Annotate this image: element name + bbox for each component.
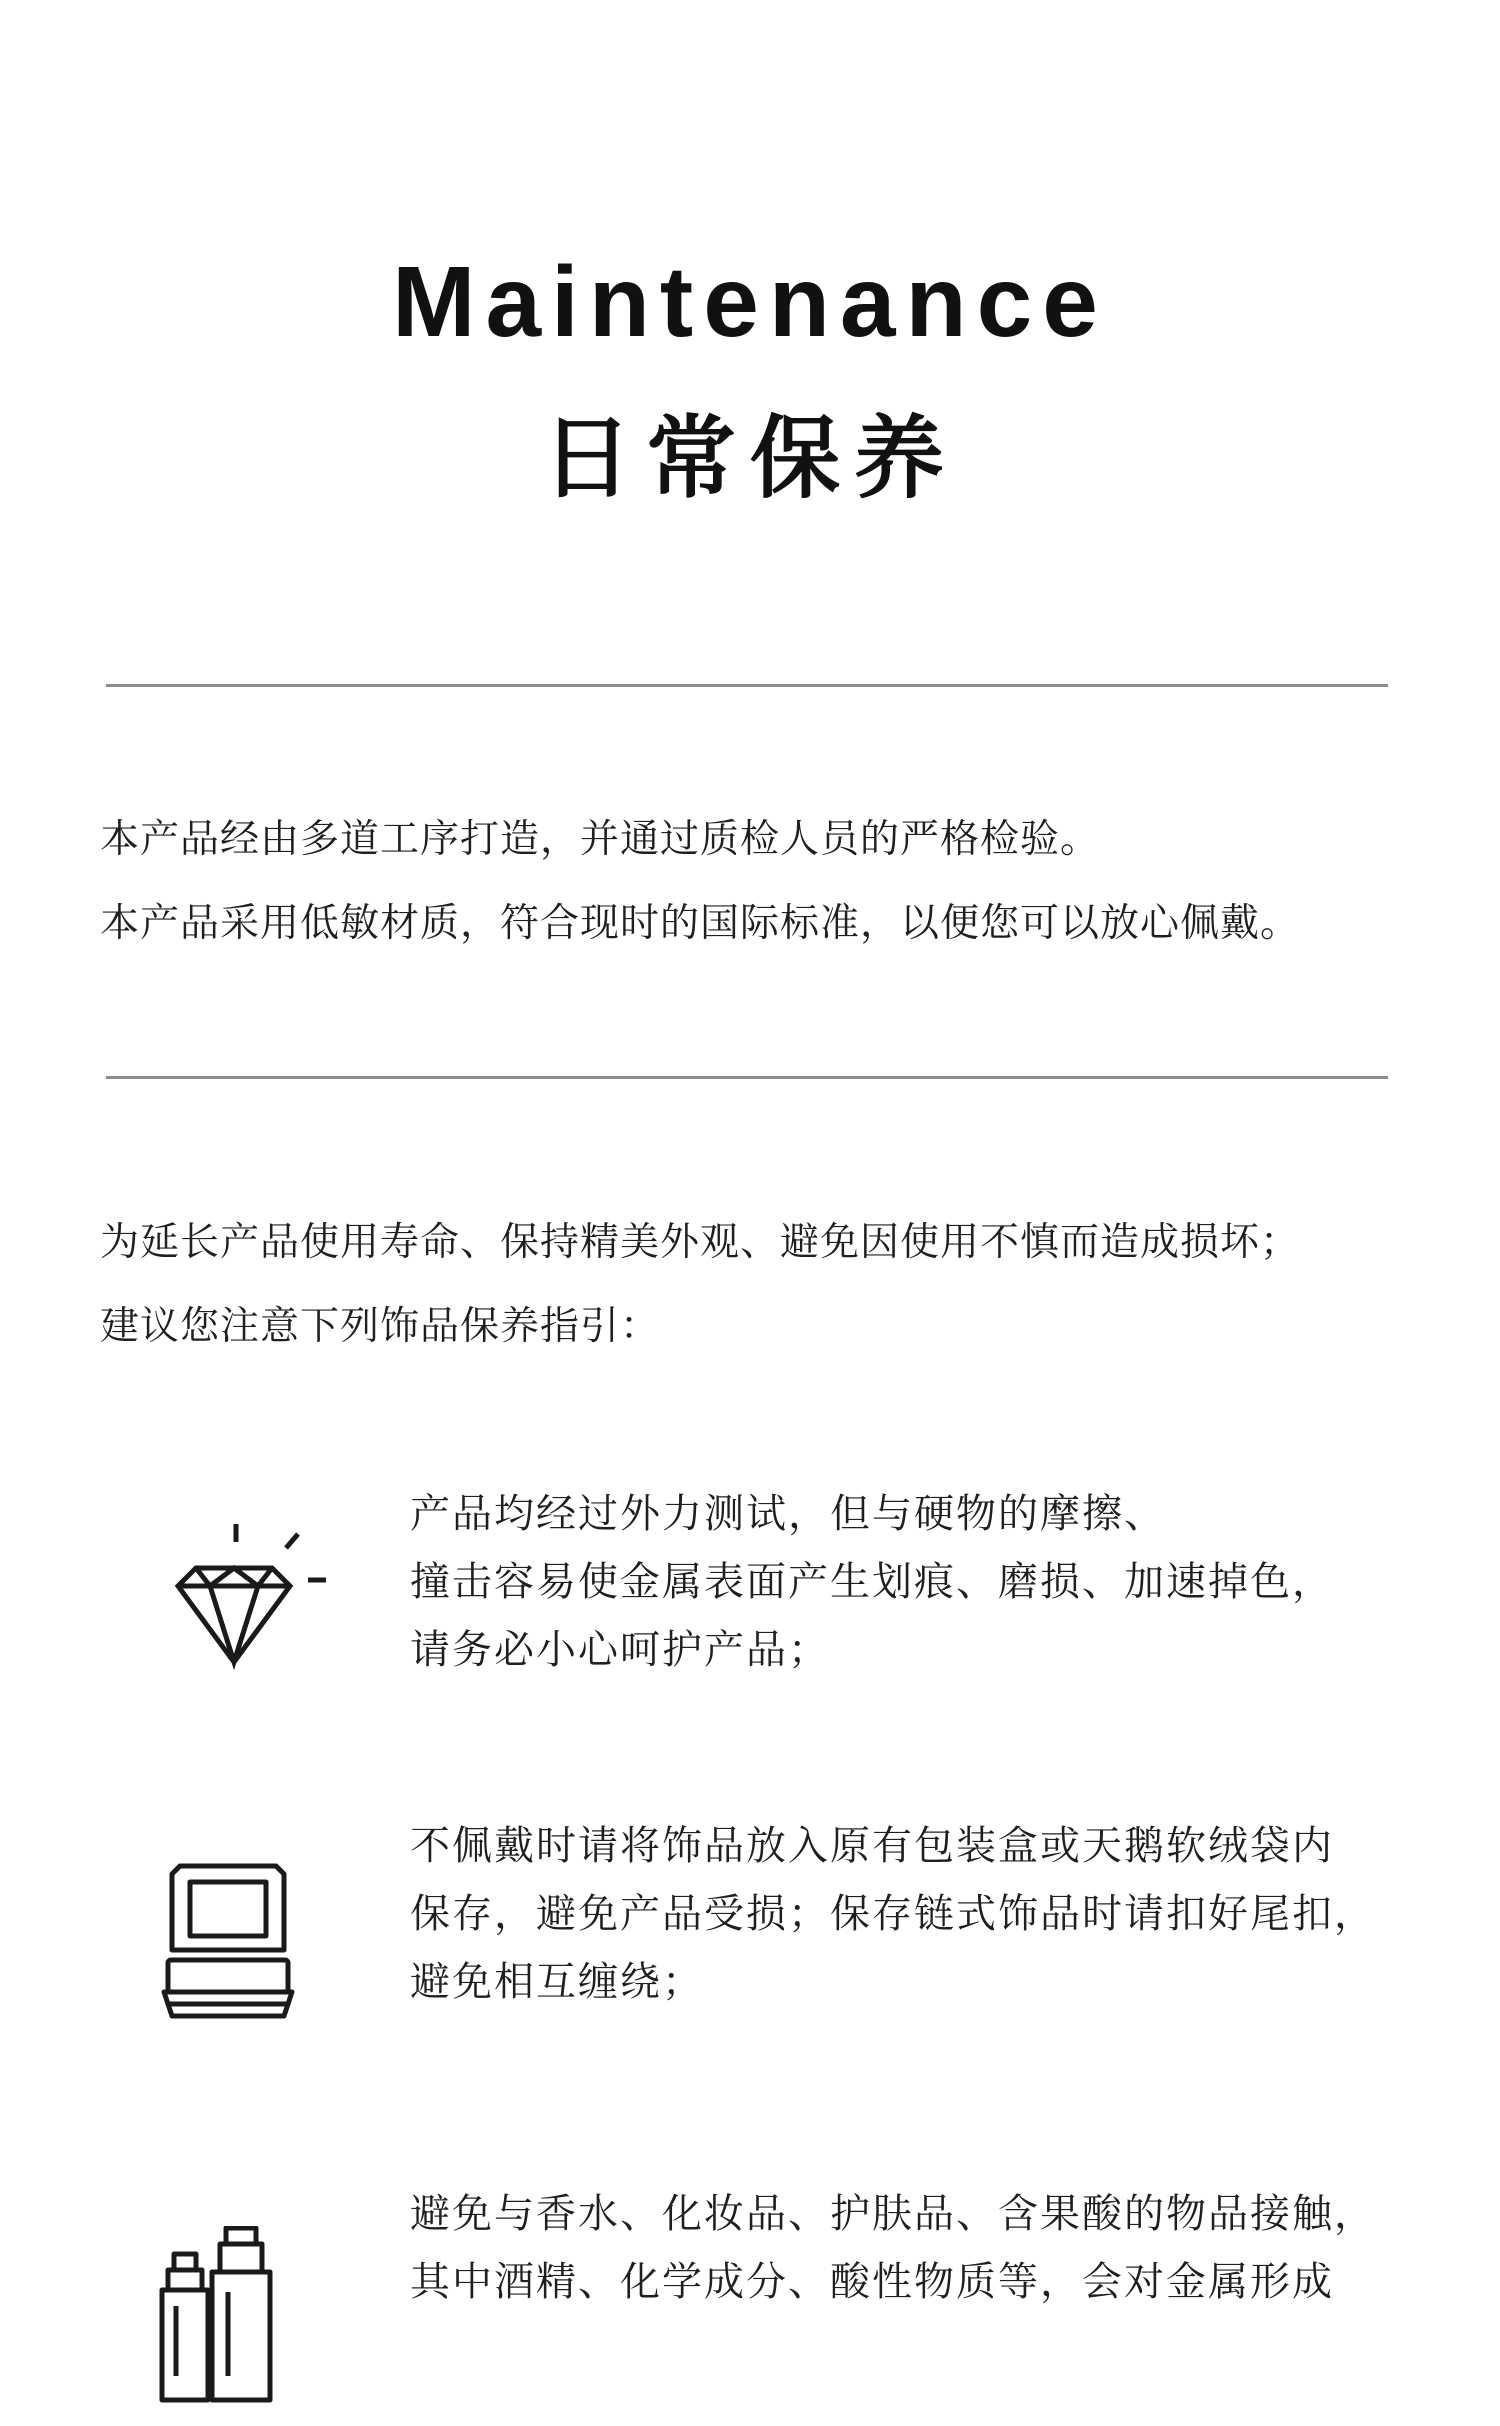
page-title-en: Maintenance: [392, 246, 1108, 358]
guide-paragraph: [100, 1201, 1400, 1369]
care-text-storage: [410, 1812, 1410, 2016]
intro-line: 本产品经由多道工序打造，并通过质检人员的严格检验。: [100, 817, 1101, 862]
care-line: 撞击容易使金属表面产生划痕、磨损、加速掉色，: [410, 1559, 1334, 1605]
care-text-chemicals: [410, 2180, 1410, 2316]
care-line: 产品均经过外力测试，但与硬物的摩擦、: [410, 1491, 1166, 1537]
intro-paragraph: [100, 798, 1400, 966]
guide-line: 建议您注意下列饰品保养指引：: [100, 1304, 661, 1349]
page-title-zh: 日常保养: [542, 406, 958, 511]
jewelry-box-icon: [150, 1844, 350, 2044]
guide-line: 为延长产品使用寿命、保持精美外观、避免因使用不慎而造成损坏；: [100, 1220, 1301, 1265]
divider-top: [106, 684, 1388, 687]
care-line: 其中酒精、化学成分、酸性物质等，会对金属形成: [410, 2259, 1334, 2305]
diamond-icon: [150, 1500, 350, 1700]
cosmetics-bottle-icon: [150, 2226, 350, 2426]
care-text-scratch: [410, 1480, 1410, 1684]
care-line: 不佩戴时请将饰品放入原有包装盒或天鹅软绒袋内: [410, 1823, 1334, 1869]
intro-line: 本产品采用低敏材质，符合现时的国际标准，以便您可以放心佩戴。: [100, 901, 1301, 946]
care-line: 请务必小心呵护产品；: [410, 1627, 830, 1673]
care-line: 避免相互缠绕；: [410, 1959, 704, 2005]
divider-middle: [106, 1076, 1388, 1079]
care-line: 避免与香水、化妆品、护肤品、含果酸的物品接触，: [410, 2191, 1376, 2237]
care-line: 保存，避免产品受损；保存链式饰品时请扣好尾扣，: [410, 1891, 1376, 1937]
